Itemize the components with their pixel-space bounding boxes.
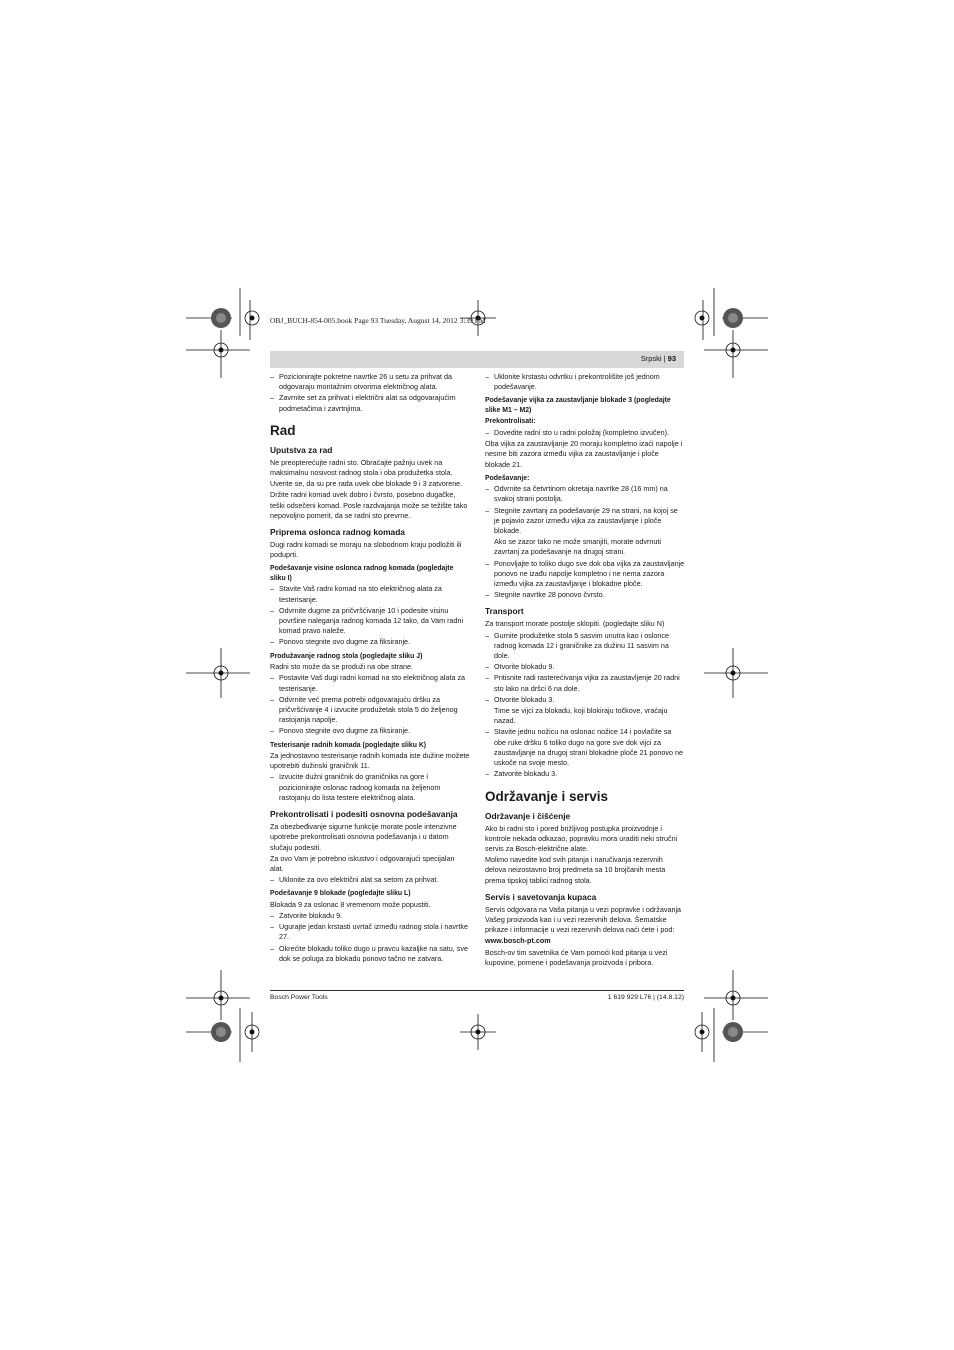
paragraph: Blokada 9 za oslonac 8 vremenom može popustiti.: [270, 899, 431, 909]
paragraph: Za obezbeđivanje sigurne funkcije morate posle intenzivne upotrebe prekontrolisati osnovna podešavanja i u datom slučaju podesiti.: [270, 822, 457, 852]
list-item: – Okrećite blokadu toliko dugo u pravcu kazaljke na satu, sve dok se poluga za blokadu ponovo tačno ne zatvara.: [270, 944, 470, 964]
subheading-uputstva: Uputstva za rad: [270, 444, 333, 455]
list-item: – Ponovo stegnite ovo dugme za fiksiranje.: [270, 726, 470, 736]
paragraph: Servis odgovara na Vaša pitanja u vezi popravke i održavanja Vašeg proizvoda kao i u vezi rezervnih delova. Šematske prikaze i informacije u vezi rezervnih delova naći ćete i pod:: [485, 904, 682, 935]
list-item: – Gurnite produžetke stola 5 sasvim unutra kao i oslonce radnog komada 12 i graničnike za dužinu 11 sasvim na dole.: [485, 631, 685, 662]
subheading-produzavanje: Produžavanje radnog stola (pogledajte sliku J): [270, 652, 423, 660]
footer-brand: Bosch Power Tools: [270, 994, 328, 1001]
note-text: Time se vijci za blokadu, koji blokiraju točkove, vraćaju nazad.: [494, 706, 668, 726]
list-item: – Dovedite radni sto u radni položaj (kompletno izvučen).: [485, 428, 685, 438]
paragraph: Za transport morate postolje sklopiti. (pogledajte sliku N): [485, 619, 665, 629]
subheading-blokade9: Podešavanje 9 blokade (pogledajte sliku L): [270, 890, 411, 898]
subheading-testerisanje: Testerisanje radnih komada (pogledajte sliku K): [270, 741, 427, 749]
subheading-prekontrolisati: Prekontrolisati i podesiti osnovna podešavanja: [270, 809, 458, 820]
list-item: – Uklonite krstastu odvrtku i prekontrolišite još jednom podešavanje.: [485, 372, 685, 392]
list-item: – Pritisnite radi rasterećivanja vijka za zaustavljenje 20 radni sto lako na dršci 6 na dole.: [485, 673, 685, 693]
list-item: – Zatvorite blokadu 9.: [270, 911, 470, 921]
list-item: – Izvucite dužni graničnik do graničnika na gore i pozicionirajte oslonac radnog komada na željenom rastojanju do lista testere električnog alata.: [270, 772, 470, 803]
list-item: – Ponovljajte to toliko dugo sve dok oba vijka za zaustavljanje ponovo ne izađu napolje kompletno i ne nema zazora između vijka za zaustavljanje i blokadne ploče.: [485, 559, 685, 590]
paragraph: Radni sto može da se produži na obe strane.: [270, 662, 414, 672]
list-item: – Odvrnite već prema potrebi odgovarajuću dršku za pričvršćivanje 4 i izvucite produžetak stola 5 do željenog rastojanja napolje.: [270, 695, 470, 726]
list-item: – Uklonite za ovo električni alat sa setom za prihvat.: [270, 875, 470, 885]
subheading-ciscenje: Održavanje i čišćenje: [485, 810, 571, 821]
section-heading-rad: Rad: [270, 422, 296, 438]
file-info-line: OBJ_BUCH-854-005.book Page 93 Tuesday, August 14, 2012 3:39 PM: [270, 316, 486, 325]
paragraph: Bosch-ov tim savetnika će Vam pomoći kod pitanja u vezi kupovine, primene i podešavanja proizvoda i pribora.: [485, 947, 668, 967]
section-heading-odrzavanje: Održavanje i servis: [485, 788, 609, 804]
note-text: Ako se zazor tako ne može smanjiti, morate odvrnuti zavrtanj za podešavanje na drugoj strani.: [494, 537, 661, 557]
label-podesavanje: Podešavanje:: [485, 474, 530, 482]
list-item: – Stegnite navrtke 28 ponovo čvrsto.: [485, 590, 685, 600]
page-header-label: Srpski | 93: [640, 354, 676, 363]
list-item: – Postavite Vaš dugi radni komad na sto električnog alata za testerisanje.: [270, 673, 470, 693]
list-item: – Ugurajte jedan krstasti uvrtač između radnog stola i navrtke 27.: [270, 922, 470, 942]
footer-doc-id: 1 619 929 L76 | (14.8.12): [607, 994, 684, 1001]
subheading-servis: Servis i savetovanja kupaca: [485, 891, 597, 902]
paragraph: Molimo navedite kod svih pitanja i naručivanja rezervnih delova neizostavno broj predmeta sa 10 brojčanih mesta prema tipskoj tablici radnog stola.: [485, 855, 666, 885]
paragraph: Držite radni komad uvek dobro i čvrsto, posebno dugačke, teški odsečeni komad. Posle razdvajanja može se težište tako nepovoljno pomerit, da se radni sto prevrne.: [270, 490, 468, 520]
label-prekontrolisati: Prekontrolisati:: [485, 418, 536, 426]
subheading-visina: Podešavanje visine oslonca radnog komada (pogledajte sliku I): [270, 565, 454, 582]
list-item: – Zavrnite set za prihvat i električni alat sa odgovarajućim podmetačima i zavrtnjima.: [270, 393, 470, 413]
list-item: – Odvrnite dugme za pričvršćivanje 10 i podesite visinu površine naleganja radnog komada 12 tako, da Vam radni komad pravo naleže.: [270, 606, 470, 637]
website-link[interactable]: www.bosch-pt.com: [485, 936, 551, 946]
list-item: – Zatvorite blokadu 3.: [485, 769, 685, 779]
subheading-vijak: Podešavanje vijka za zaustavljanje blokade 3 (pogledajte slike M1 – M2): [485, 397, 671, 414]
footer-rule: [270, 990, 684, 991]
list-item: – Stavite Vaš radni komad na sto električnog alata za testerisanje.: [270, 584, 470, 604]
paragraph: Ako bi radni sto i pored brižljivog postupka proizvodnje i kontrole nekada odkazao, popravku mora uraditi neki stručni servis za Bosch-električne alate.: [485, 823, 678, 853]
left-column: [270, 372, 470, 965]
list-item: – Ponovo stegnite ovo dugme za fiksiranje.: [270, 637, 470, 647]
list-item: – Stegnite zavrtanj za podešavanje 29 na strani, na kojoj se je pojavio zazor između vijka za zaustavljanje i ploče blokade.: [485, 506, 685, 537]
page-header-bar: [270, 351, 684, 368]
list-item: – Odvrnite sa četvrtinom okretaja navrtke 28 (16 mm) na svakoj strani postolja.: [485, 484, 685, 504]
subheading-transport: Transport: [485, 606, 524, 617]
right-column: [485, 372, 685, 969]
paragraph: Za jednostavno testerisanje radnih komada iste dužine možete upotrebiti dužinski graničnik 11.: [270, 751, 470, 771]
subheading-priprema: Priprema oslonca radnog komada: [270, 527, 405, 538]
paragraph: Uverite se, da su pre rada uvek obe blokade 9 i 3 zatvorene.: [270, 479, 463, 489]
paragraph: Ne preopterećujte radni sto. Obraćajte pažnju uvek na maksimalnu nosivost radnog stola i oba produžetka stola.: [270, 457, 453, 478]
paragraph: Oba vijka za zaustavljanje 20 moraju kompletno izaći napolje i nesme biti zazora između vijka za zaustavljanje i ploče blokade 21.: [485, 439, 683, 469]
paragraph: Dugi radni komadi se moraju na slobodnom kraju podložiti ili poduprti.: [270, 540, 462, 560]
list-item: – Stavite jednu nožicu na oslonac nožice 14 i povlačite sa obe ruke dršku 6 toliko dugo na gore sve dok vijci za zaustavljanje na drugoj strani blokadne ploče 21 ponovo ne uskoče na svoje mesto.: [485, 727, 685, 768]
list-item: – Otvorite blokadu 9.: [485, 662, 685, 672]
list-item: – Pozicionirajte pokretne navrtke 26 u setu za prihvat da odgovaraju montažnim otvorima električnog alata.: [270, 372, 470, 392]
list-item: – Otvorite blokadu 3.: [485, 695, 685, 705]
paragraph: Za ovo Vam je potrebno iskustvo i odgovarajući specijalan alat.: [270, 853, 455, 873]
